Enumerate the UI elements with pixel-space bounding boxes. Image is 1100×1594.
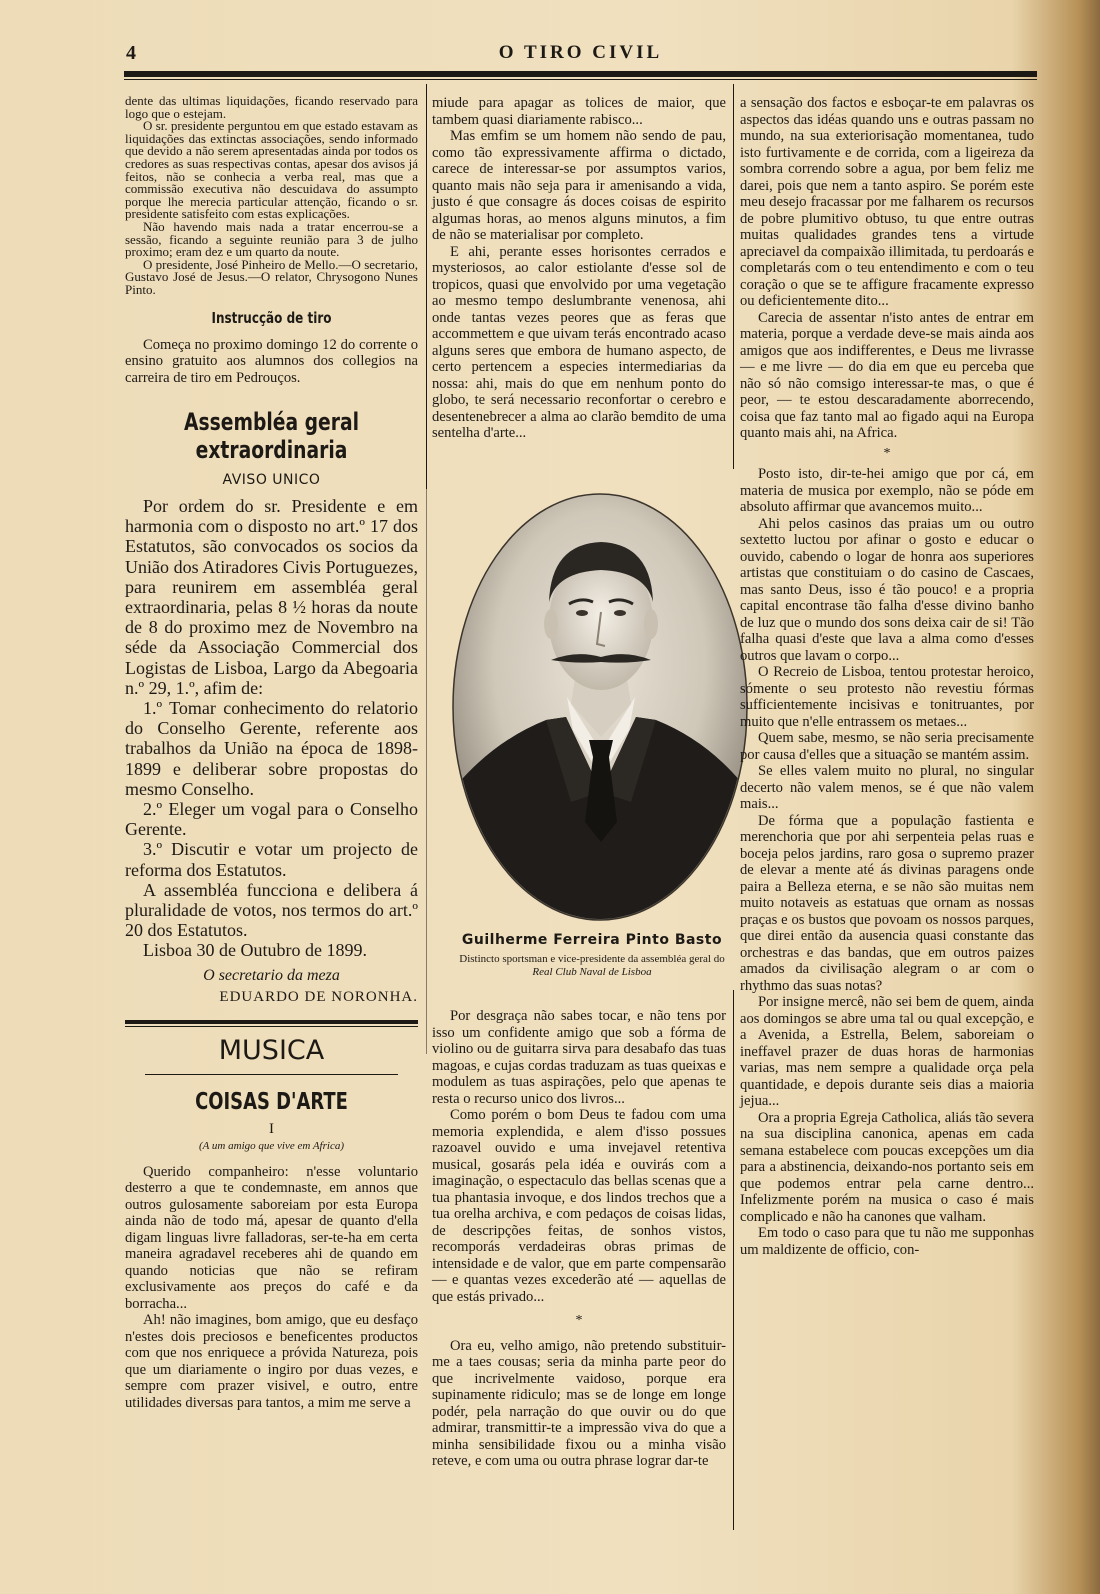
paragraph: Ora eu, velho amigo, não pretendo substituir-me a taes cousas; seria da minha parte peor do que incrivelmente vaidoso, porque era supinamente ridiculo; mas se de longe em longe podér, pela narração do que ouvir ou do que admirar, transmittir-te a impressão viva do que a minha sensibilidade fixou ou a minha visão reteve, e com uma ou outra phrase lograr dar-te bbox=[432, 1337, 726, 1469]
paragraph: Como porém o bom Deus te fadou com uma memoria explendida, e alem d'isso possues razoavel ouvido e uma invejavel retentiva musical, gosarás pela idéa e ouvirás com a imaginação, o espectaculo das bellas scenas que a tua phantasia invoque, e dos lindos trechos que a tua orelha archiva, e com pedaços de coisas lidas, de descripções feitas, de sonhos vistos, recomporás verdadeiras obras primas de intensidade e de valor, que em parte compensarão — e quantas vezes excederão até — aquellas de que estás privado... bbox=[432, 1107, 726, 1305]
paragraph: Por desgraça não sabes tocar, e não tens por isso um confidente amigo que sob a fórma de violino ou de guitarra sirva para desabafo das tuas magoas, e cujas cordas traduzam as tuas queixas e modulem as tuas aspirações, pelo que apenas te resta o recurso unico dos livros... bbox=[432, 1008, 726, 1107]
signatures: O presidente, José Pinheiro de Mello.—O secretario, Gustavo José de Jesus.—O relator, Chrysogono Nunes Pinto. bbox=[125, 256, 418, 297]
paragraph: Em todo o caso para que tu não me supponhas um maldizente de officio, con- bbox=[740, 1225, 1034, 1258]
aviso-heading: AVISO UNICO bbox=[222, 472, 321, 488]
paragraph: Carecia de assentar n'isto antes de entrar em materia, porque a verdade deve-se mais ainda aos amigos que aos indifferentes, e Deus me livrasse — e me livre — do dia em que eu perceba que não só não comsigo interessar-te mas, o que é peor, — te estou descaradamente aborrecendo, coisa que faz tanto mal ao figado aqui na Europa quanto mais ahi, na Africa. bbox=[740, 309, 1034, 441]
header-rule bbox=[124, 71, 1037, 77]
paragraph: A assembléa funcciona e delibera á pluralidade de votos, nos termos do art.º 20 dos Estatutos. bbox=[125, 879, 418, 941]
column-rule-right-top bbox=[733, 84, 734, 469]
paragraph: Mas emfim se um homem não sendo de pau, como tão expressivamente affirma o dictado, carece de interessar-se por assumptos varios, quanto mais não seja para ir amenisando a vida, justo é que consagre ás doces coisas de espirito algumas horas, ao menos alguns minutos, a fim de não se materialisar por completo. bbox=[432, 128, 726, 243]
paragraph: Posto isto, dir-te-hei amigo que por cá, em materia de musica por exemplo, não se póde em absoluto affirmar que avancemos muito... bbox=[740, 466, 1034, 515]
paragraph: 2.º Eleger um vogal para o Conselho Gerente. bbox=[125, 799, 418, 840]
paragraph: Por insigne mercê, não sei bem de quem, ainda aos domingos se abre uma tal ou qual excepção, e a Avenida, a Estrella, Belem, saboreiam o ineffavel prazer de duas horas de harmonias varias, mas nem sempre a qualidade orça pela quantidade, e depois durante seis dias a maioria jejua... bbox=[740, 994, 1034, 1109]
paragraph: Querido companheiro: n'esse voluntario desterro a que te condemnaste, em annos que outros gulosamente saboreiam por esta Europa ainda não de todo má, apesar de quanto d'ella digam linguas livre falladoras, ser-te-ha em certa maneira agradavel receberes ahi de quando em quando noticias que não se refiram exclusivamente aos preços do café e da borracha... bbox=[125, 1163, 418, 1312]
section-rule-small bbox=[145, 1074, 398, 1075]
newspaper-title: O TIRO CIVIL bbox=[498, 42, 663, 63]
date-line: Lisboa 30 de Outubro de 1899. bbox=[143, 940, 367, 961]
paragraph: Ora a propria Egreja Catholica, aliás tão severa na sua disciplina canonica, apenas em cada semana estabelece com poucas excepções um dia para a abstinencia, deixando-nos portanto seis em que podemos entrar pela carne dentro... Infelizmente porém na musica o caso é mais complicado e não ha canones que valham. bbox=[740, 1109, 1034, 1225]
section-rule-thin bbox=[125, 1026, 418, 1027]
paragraph: Por ordem do sr. Presidente e em harmonia com o disposto no art.º 17 dos Estatutos, são convocados os socios da União dos Atiradores Civis Portuguezes, para reunirem em assembléa geral extraordinaria, pelas 8 ½ horas da noute de 8 do proximo mez de Novembro na séde da Associação Commercial dos Logistas de Lisboa, Largo da Abegoaria n.º 29, 1.º, afim de: bbox=[125, 496, 418, 698]
column-rule-left-top bbox=[426, 84, 427, 489]
portrait-image bbox=[451, 492, 749, 922]
signature-name: EDUARDO DE NORONHA. bbox=[219, 988, 418, 1005]
signature-title: O secretario da meza bbox=[203, 966, 340, 984]
aviso-text bbox=[125, 496, 418, 961]
paragraph: E ahi, perante esses horisontes cerrados e mysteriosos, ao calor estiolante d'esse sol de tropicos, quasi que envolvido por uma vegetação ao mesmo tempo deslumbrante venenosa, ahi onde tantas vezes peores que as feras que accommettem e que uivam terás encontrado acaso alguns seres que embora de humano aspecto, de certo pertencem a especies intermediarias da nossa: ahi, mais do que em nenhum ponto do globo, te será necessario reconfortar o cerebro e desentenebrecer a alma ao clarão bemdito de uma sentelha d'arte... bbox=[432, 243, 726, 441]
column-rule-right-bottom bbox=[733, 990, 734, 1530]
paragraph: dente das ultimas liquidações, ficando reservado para logo que o estejam. bbox=[125, 93, 418, 121]
paragraph: miude para apagar as tolices de maior, que tambem quasi diariamente rabisco... bbox=[432, 95, 726, 128]
caption-name: Guilherme Ferreira Pinto Basto bbox=[461, 932, 723, 948]
paragraph: De fórma que a população fastienta e merenchoria que por ahi serpenteia pelas ruas e boceja pelos jardins, raro gosa o supremo prazer de elevar a mente até ás divinas paragens onde paira a Belleza eterna, e se não são muitas nem muito notaveis as estatuas que ornam as nossas praças e os bustos que povoam os nossos parques, que direi então da ausencia quasi constante das orchestras e das bandas, que em outros paizes amados da civilisação alegram o ar com o rhythmo das suas notas? bbox=[740, 812, 1034, 994]
meeting-minutes bbox=[125, 95, 418, 297]
paragraph: a sensação dos factos e esboçar-te em palavras os aspectos das idéas quando uns e outras passam no mundo, na sua exteriorisação momentanea, tudo isto furtivamente e de corrida, com a ligeireza da sombra correndo sobre a agua, por bem feliz me darei, pois que nem a tanto aspiro. Se porém este meu desejo fracassar por me falharem os recursos de pobre plumitivo obtuso, tu que entre outras muitas qualidades grandes tens a virtude apreciavel da compaixão illimitada, tu perdoarás e completarás com o teu entendimento e com o teu coração o que se te affigure fracamente expresso ou deficientemente dito... bbox=[740, 95, 1034, 309]
column-rule-left-middle bbox=[426, 489, 427, 1054]
header-rule-thin bbox=[124, 79, 1037, 80]
paragraph: O Recreio de Lisboa, tentou protestar heroico, sómente o seu protesto não revestiu fórmas sufficientemente incisivas e tonitruantes, por muito que n'elle entrassem os metaes... bbox=[740, 664, 1034, 730]
page-number: 4 bbox=[126, 42, 136, 64]
paragraph: 1.º Tomar conhecimento do relatorio do Conselho Gerente, referente aos trabalhos da União na época de 1898-1899 e deliberar sobre propostas do mesmo Conselho. bbox=[125, 698, 418, 799]
dedication: (A um amigo que vive em Africa) bbox=[199, 1139, 344, 1152]
column-middle-bottom bbox=[432, 1008, 726, 1470]
paragraph: Quem sabe, mesmo, se não seria precisamente por causa d'elles que a situação se mantém assim. bbox=[740, 730, 1034, 763]
paragraph: 3.º Discutir e votar um projecto de reforma dos Estatutos. bbox=[125, 839, 418, 880]
separator-star: * bbox=[575, 1313, 583, 1328]
coisas-heading: COISAS D'ARTE bbox=[195, 1088, 348, 1115]
paragraph: Não havendo mais nada a tratar encerrou-se a sessão, ficando a seguinte reunião para 3 de julho proximo; eram dez e um quarto da noute. bbox=[125, 218, 418, 260]
section-rule bbox=[125, 1020, 418, 1024]
caption-club: Real Club Naval de Lisboa bbox=[532, 966, 652, 978]
photo-caption bbox=[432, 932, 752, 979]
separator-star: * bbox=[883, 445, 891, 461]
paragraph: O sr. presidente perguntou em que estado estavam as liquidações das extinctas associações, sendo informado que devido a não serem apresentadas ainda por todos os credores as suas respectivas contas, apesar dos avisos já feitos, não se conhecia a verba real, mas que a commissão executiva não descuidava do assumpto porque lhe merecia particular attenção, ficando o sr. presidente satisfeito com estas explicações. bbox=[125, 118, 418, 222]
instruccao-text: Começa no proximo domingo 12 do corrente o ensino gratuito aos alumnos dos collegios na carreira de tiro em Pedrouços. bbox=[125, 336, 418, 386]
column-right bbox=[740, 95, 1034, 1258]
instruccao-heading: Instrucção de tiro bbox=[211, 308, 332, 327]
paragraph: Ah! não imagines, bom amigo, que eu desfaço n'estes dois preciosos e beneficentes productos com que nos enriquece a próvida Natureza, pois que um diariamente o ingiro por duas vezes, e sempre com prazer visivel, e outro, entre utilidades diversas para tantos, a mim me serve a bbox=[125, 1312, 418, 1411]
assembleia-heading: Assembléa geral extraordinaria bbox=[183, 408, 360, 464]
portrait-photo bbox=[451, 492, 749, 922]
paragraph: Ahi pelos casinos das praias um ou outro sextetto luctou por afinar o gosto e educar o ouvido, cabendo o logar de honra aos superiores artistas que constituiam o do casino de Cascaes, mas santo Deus, isso é tão pouco! e a propria capital encontrase tão falha d'esse divino banho de luz que o mundo dos sons deixa cair de si! Tão falha quasi d'este que lava a alma como d'esses outros que lavam o corpo... bbox=[740, 515, 1034, 664]
caption-subtitle: Distincto sportsman e vice-presidente da assembléa geral do bbox=[459, 953, 725, 965]
column-left bbox=[125, 95, 418, 1411]
column-middle-top bbox=[432, 95, 726, 442]
coisas-text bbox=[125, 1164, 418, 1412]
part-number: I bbox=[269, 1120, 274, 1137]
paragraph: Se elles valem muito no plural, no singular decerto não valem menos, se é que não valem mais... bbox=[740, 763, 1034, 812]
musica-heading: MUSICA bbox=[218, 1034, 325, 1066]
